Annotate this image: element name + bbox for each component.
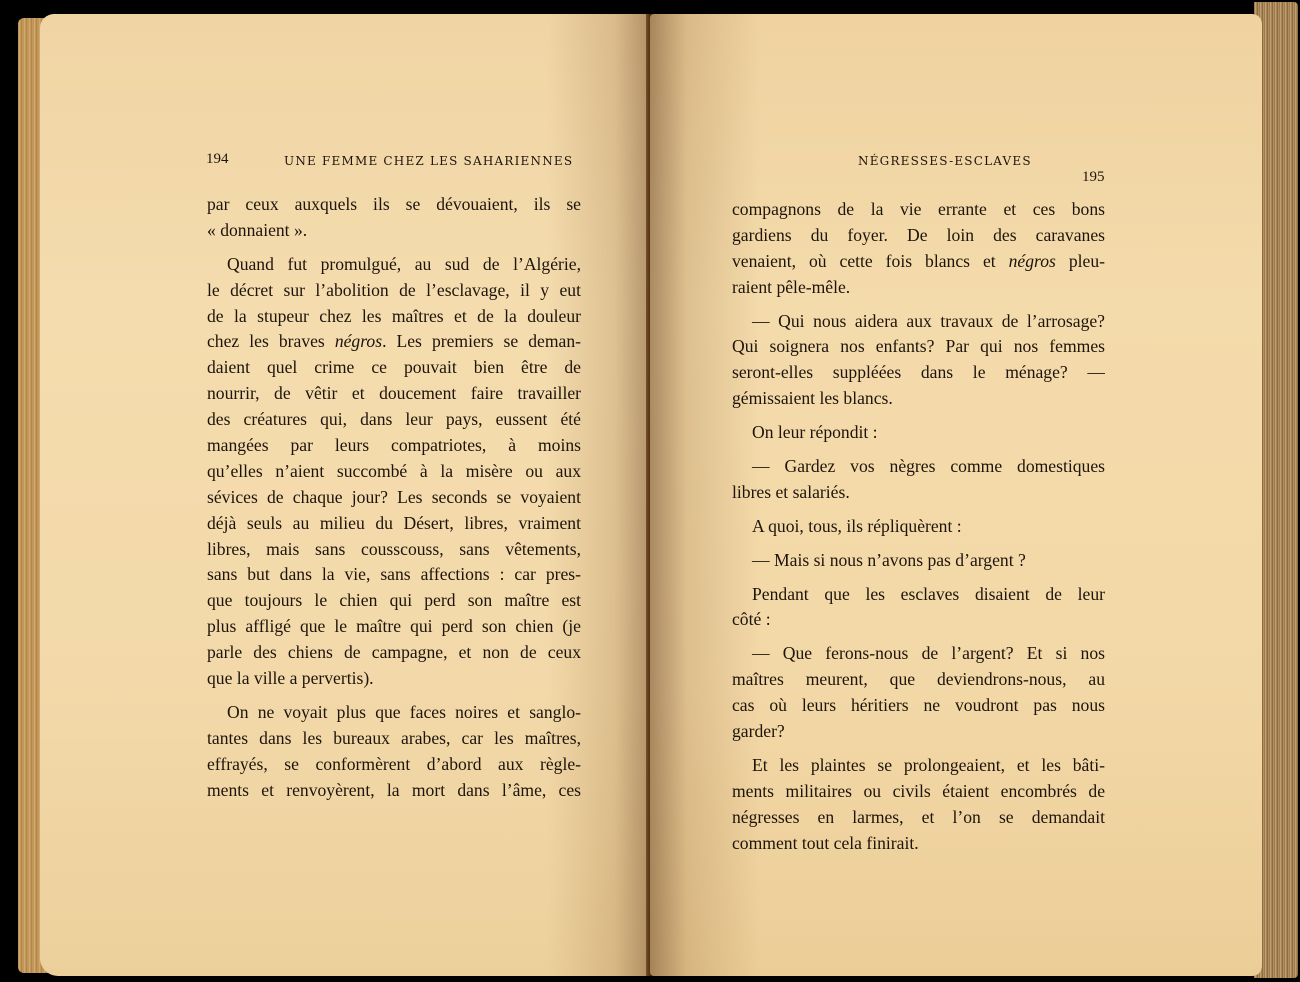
text-line: comment tout cela finirait. [732, 832, 919, 853]
paragraph-gap [732, 540, 1105, 548]
running-head-left: UNE FEMME CHEZ LES SAHARIENNES [284, 154, 574, 168]
text-line: plus affligé que le maître qui perd son chien (je [207, 616, 581, 637]
text-line: Et les plaintes se prolongeaient, et les bâti- [752, 754, 1105, 775]
text-line: tantes dans les bureaux arabes, car les maîtres, [207, 727, 581, 748]
left-page [40, 14, 658, 976]
text-line: que toujours le chien qui perd son maître est [207, 590, 581, 611]
paragraph-gap [732, 301, 1105, 309]
text-line: — Gardez vos nègres comme domestiques [752, 456, 1105, 477]
text-line: libres et salariés. [732, 481, 850, 502]
text-line: cas où leurs héritiers ne voudront pas nous [732, 695, 1105, 716]
paragraph-gap [207, 244, 581, 252]
italic-word: négros [334, 331, 383, 352]
text-line: libres, mais sans cousscouss, sans vêtements, [207, 538, 581, 559]
italic-word: négros [1008, 250, 1056, 271]
text-line: négresses en larmes, et l’on se demandait [732, 806, 1105, 827]
text-line: que la ville a pervertis). [207, 668, 374, 689]
right-page-text [732, 197, 1105, 856]
paragraph-gap [207, 692, 581, 700]
text-line: « donnaient ». [207, 219, 308, 240]
text-line: déjà seuls au milieu du Désert, libres, vraiment [207, 512, 581, 533]
text-line: par ceux auxquels ils se dévouaient, ils se [207, 194, 581, 214]
text-line: garder? [732, 721, 785, 742]
text-line: qu’elles n’aient succombé à la misère ou aux [207, 460, 581, 481]
text-line: ments et renvoyèrent, la mort dans l’âme, ces [207, 779, 581, 800]
paragraph-gap [732, 412, 1105, 420]
text-line: — Que ferons-nous de l’argent? Et si nos [752, 643, 1105, 664]
text-line: venaient, où cette fois blancs et négros pleu- [732, 250, 1105, 271]
left-page-text [207, 192, 581, 803]
text-line: sévices de chaque jour? Les seconds se voyaient [207, 486, 581, 507]
text-line: compagnons de la vie errante et ces bons [732, 199, 1105, 219]
paragraph-gap [732, 745, 1105, 753]
text-line: A quoi, tous, ils répliquèrent : [752, 515, 962, 536]
text-line: gémissaient les blancs. [732, 388, 893, 409]
paragraph-gap [732, 633, 1105, 641]
text-line: On ne voyait plus que faces noires et sanglo- [227, 701, 581, 722]
text-line: maîtres meurent, que deviendrons-nous, au [732, 669, 1105, 690]
text-line: Quand fut promulgué, au sud de l’Algérie, [227, 253, 581, 274]
text-line: de la stupeur chez les maîtres et de la douleur [207, 305, 581, 326]
text-line: mangées par leurs compatriotes, à moins [207, 435, 581, 456]
text-line: gardiens du foyer. De loin des caravanes [732, 224, 1105, 245]
text-line: effrayés, se conformèrent d’abord aux règle- [207, 753, 581, 774]
text-line: des créatures qui, dans leur pays, eussent été [207, 409, 581, 430]
text-line: Qui soignera nos enfants? Par qui nos femmes [732, 336, 1105, 357]
right-page [650, 14, 1262, 976]
paragraph-gap [732, 446, 1105, 454]
text-line: daient quel crime ce pouvait bien être de [207, 357, 581, 378]
text-line: — Qui nous aidera aux travaux de l’arrosage? [752, 310, 1105, 331]
text-line: parle des chiens de campagne, et non de ceux [207, 642, 581, 663]
text-line: ments militaires ou civils étaient encombrés de [732, 780, 1105, 801]
text-line: seront-elles suppléées dans le ménage? — [732, 362, 1105, 383]
text-line: chez les braves négros. Les premiers se deman- [207, 331, 581, 352]
paragraph-gap [732, 506, 1105, 514]
page-number-left: 194 [206, 151, 229, 167]
text-line: Pendant que les esclaves disaient de leur [752, 583, 1105, 604]
text-line: On leur répondit : [752, 422, 878, 443]
text-line: nourrir, de vêtir et doucement faire travailler [207, 383, 581, 404]
text-line: sans but dans la vie, sans affections : car pres- [207, 564, 581, 585]
text-line: le décret sur l’abolition de l’esclavage, il y eut [207, 279, 581, 300]
text-line: côté : [732, 609, 771, 630]
page-number-right: 195 [1082, 169, 1105, 185]
text-line: — Mais si nous n’avons pas d’argent ? [752, 549, 1026, 570]
text-line: raient pêle-mêle. [732, 276, 851, 297]
running-head-right: NÉGRESSES-ESCLAVES [858, 154, 1032, 168]
paragraph-gap [732, 574, 1105, 582]
